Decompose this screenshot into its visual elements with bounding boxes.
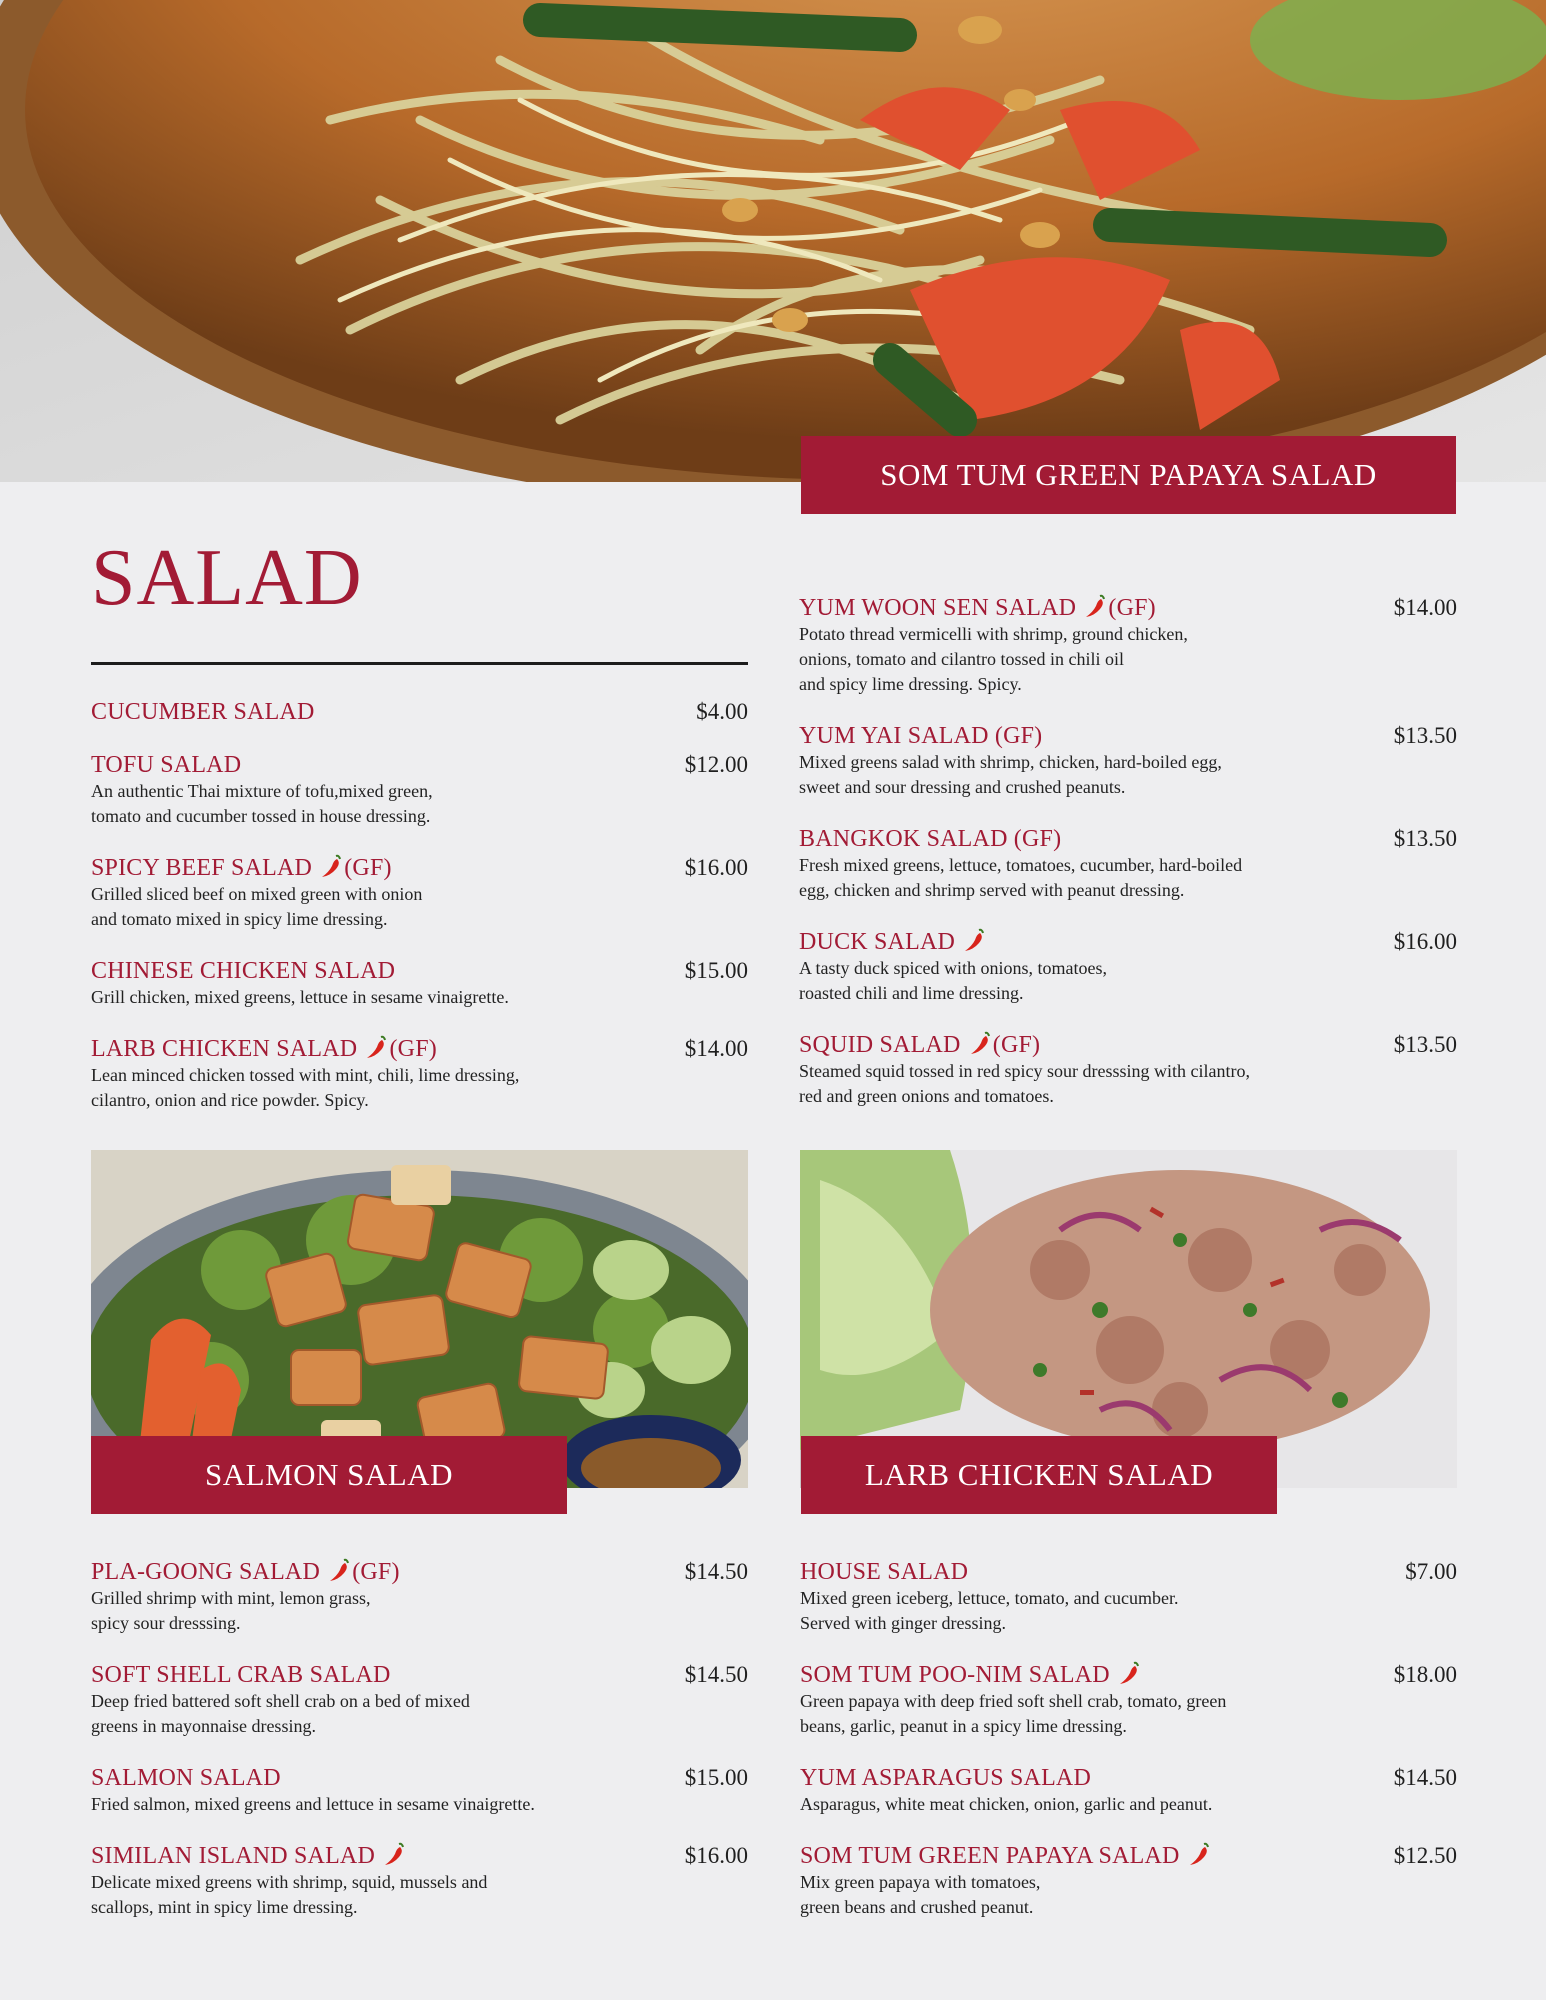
chili-pepper-icon — [1118, 1661, 1140, 1685]
hero-banner: SOM TUM GREEN PAPAYA SALAD — [801, 436, 1456, 514]
menu-item-description: An authentic Thai mixture of tofu,mixed green, tomato and cucumber tossed in house dressing. — [91, 781, 433, 826]
menu-column-left-bottom — [91, 1558, 748, 1945]
menu-item — [799, 722, 1457, 800]
menu-item — [800, 1661, 1457, 1739]
menu-item — [91, 1842, 748, 1920]
menu-item-description: Mix green papaya with tomatoes, green beans and crushed peanut. — [800, 1872, 1041, 1917]
menu-item-name-text: SOFT SHELL CRAB SALAD — [91, 1662, 391, 1688]
menu-item-price: $7.00 — [1405, 1559, 1457, 1584]
menu-item — [91, 1764, 748, 1817]
menu-item-name — [91, 1558, 748, 1586]
menu-item-price: $14.50 — [684, 1662, 748, 1687]
menu-item-name-text: HOUSE SALAD — [800, 1559, 969, 1585]
menu-item-description: Green papaya with deep fried soft shell crab, tomato, green beans, garlic, peanut in a spicy lime dressing. — [800, 1691, 1227, 1736]
menu-item-description: Grilled sliced beef on mixed green with onion and tomato mixed in spicy lime dressing. — [91, 884, 423, 929]
page-title: SALAD — [91, 534, 363, 622]
menu-item-name-text: SALMON SALAD — [91, 1765, 281, 1791]
chili-pepper-icon — [963, 928, 985, 952]
menu-item-tag: (GF) — [344, 855, 392, 881]
menu-item-description: A tasty duck spiced with onions, tomatoes, roasted chili and lime dressing. — [799, 958, 1107, 1003]
menu-item — [800, 1558, 1457, 1636]
menu-item-description: Deep fried battered soft shell crab on a bed of mixed greens in mayonnaise dressing. — [91, 1691, 470, 1736]
chili-pepper-icon — [328, 1558, 350, 1582]
menu-item-name-text: CUCUMBER SALAD — [91, 699, 315, 725]
menu-item-name — [799, 594, 1457, 622]
menu-item-name-text: SIMILAN ISLAND SALAD — [91, 1843, 375, 1869]
menu-item-name-text: SOM TUM POO-NIM SALAD — [800, 1662, 1110, 1688]
menu-item-name-text: DUCK SALAD — [799, 929, 956, 955]
menu-item-price: $13.50 — [1393, 723, 1457, 748]
menu-item-description: Grill chicken, mixed greens, lettuce in sesame vinaigrette. — [91, 987, 509, 1007]
menu-item-price: $15.00 — [684, 958, 748, 983]
menu-item-name — [799, 722, 1457, 750]
menu-item-price: $13.50 — [1393, 1032, 1457, 1057]
menu-item-name — [799, 825, 1457, 853]
menu-item-name-text: SOM TUM GREEN PAPAYA SALAD — [800, 1843, 1180, 1869]
menu-item-name — [800, 1558, 1457, 1586]
menu-item — [800, 1842, 1457, 1920]
menu-column-left-top — [91, 698, 748, 1138]
chili-pepper-icon — [1084, 594, 1106, 618]
menu-item-name — [91, 1842, 748, 1870]
menu-item-price: $14.50 — [1393, 1765, 1457, 1790]
menu-item-description: Grilled shrimp with mint, lemon grass, spicy sour dresssing. — [91, 1588, 371, 1633]
menu-item-tag: (GF) — [389, 1036, 437, 1062]
menu-item-price: $16.00 — [684, 1843, 748, 1868]
menu-item — [799, 825, 1457, 903]
menu-item — [800, 1764, 1457, 1817]
chili-pepper-icon — [1188, 1842, 1210, 1866]
menu-item-price: $18.00 — [1393, 1662, 1457, 1687]
menu-item-name — [799, 928, 1457, 956]
menu-item — [91, 854, 748, 932]
menu-item-tag: (GF) — [992, 1032, 1041, 1058]
menu-item-description: Potato thread vermicelli with shrimp, ground chicken, onions, tomato and cilantro tossed in chili oil and spicy lime dressing. Spicy. — [799, 624, 1188, 694]
menu-item-name — [91, 1764, 748, 1792]
menu-item-description: Mixed green iceberg, lettuce, tomato, and cucumber. Served with ginger dressing. — [800, 1588, 1179, 1633]
menu-item — [91, 1558, 748, 1636]
menu-item — [799, 1031, 1457, 1109]
menu-item-name-text: BANGKOK SALAD (GF) — [799, 826, 1062, 852]
menu-item-name — [91, 698, 748, 726]
menu-item-description: Fried salmon, mixed greens and lettuce in sesame vinaigrette. — [91, 1794, 535, 1814]
menu-item-description: Fresh mixed greens, lettuce, tomatoes, cucumber, hard-boiled egg, chicken and shrimp served with peanut dressing. — [799, 855, 1243, 900]
chili-pepper-icon — [320, 854, 342, 878]
menu-item-name-text: YUM YAI SALAD (GF) — [799, 723, 1043, 749]
menu-item-name — [800, 1842, 1457, 1870]
menu-item-name — [91, 751, 748, 779]
menu-item-name — [91, 854, 748, 882]
menu-item-tag: (GF) — [352, 1559, 400, 1585]
hero-photo-papaya-salad — [0, 0, 1546, 482]
menu-column-right-bottom — [800, 1558, 1457, 1945]
menu-item-price: $13.50 — [1393, 826, 1457, 851]
title-divider — [91, 662, 748, 665]
chili-pepper-icon — [383, 1842, 405, 1866]
salmon-salad-banner: SALMON SALAD — [91, 1436, 567, 1514]
menu-item-description: Delicate mixed greens with shrimp, squid, mussels and scallops, mint in spicy lime dressing. — [91, 1872, 488, 1917]
menu-item-name — [91, 1035, 748, 1063]
menu-item-price: $14.50 — [684, 1559, 748, 1584]
menu-item-description: Mixed greens salad with shrimp, chicken, hard-boiled egg, sweet and sour dressing and crushed peanuts. — [799, 752, 1222, 797]
menu-column-right-top — [799, 594, 1457, 1134]
menu-item-price: $15.00 — [684, 1765, 748, 1790]
menu-item-price: $14.00 — [1393, 595, 1457, 620]
menu-item-description: Steamed squid tossed in red spicy sour dresssing with cilantro, red and green onions and tomatoes. — [799, 1061, 1250, 1106]
chili-pepper-icon — [969, 1031, 991, 1055]
menu-item-name-text: CHINESE CHICKEN SALAD — [91, 958, 396, 984]
menu-item — [799, 928, 1457, 1006]
menu-item — [91, 957, 748, 1010]
menu-item-name — [91, 957, 748, 985]
menu-item-name-text: YUM WOON SEN SALAD — [799, 595, 1077, 621]
menu-item — [91, 751, 748, 829]
menu-item-price: $16.00 — [684, 855, 748, 880]
menu-item — [91, 1661, 748, 1739]
menu-item-name-text: YUM ASPARAGUS SALAD — [800, 1765, 1091, 1791]
menu-item-tag: (GF) — [1108, 595, 1156, 621]
menu-item-name-text: LARB CHICKEN SALAD — [91, 1036, 358, 1062]
chili-pepper-icon — [365, 1035, 387, 1059]
menu-item-name-text: PLA-GOONG SALAD — [91, 1559, 320, 1585]
menu-item — [799, 594, 1457, 697]
menu-item-name — [91, 1661, 748, 1689]
menu-item-price: $16.00 — [1393, 929, 1457, 954]
menu-item-name-text: TOFU SALAD — [91, 752, 242, 778]
menu-item-description: Asparagus, white meat chicken, onion, garlic and peanut. — [800, 1794, 1213, 1814]
menu-item-name-text: SQUID SALAD — [799, 1032, 961, 1058]
menu-item-price: $14.00 — [684, 1036, 748, 1061]
menu-item — [91, 698, 748, 726]
larb-chicken-salad-banner: LARB CHICKEN SALAD — [801, 1436, 1277, 1514]
menu-item-name-text: SPICY BEEF SALAD — [91, 855, 313, 881]
menu-item — [91, 1035, 748, 1113]
papaya-salad-illustration — [0, 0, 1546, 482]
menu-item-name — [799, 1031, 1457, 1059]
menu-item-price: $12.50 — [1393, 1843, 1457, 1868]
menu-item-price: $12.00 — [684, 752, 748, 777]
menu-item-name — [800, 1661, 1457, 1689]
menu-item-description: Lean minced chicken tossed with mint, chili, lime dressing, cilantro, onion and rice powder. Spicy. — [91, 1065, 520, 1110]
menu-item-price: $4.00 — [696, 699, 748, 724]
menu-item-name — [800, 1764, 1457, 1792]
